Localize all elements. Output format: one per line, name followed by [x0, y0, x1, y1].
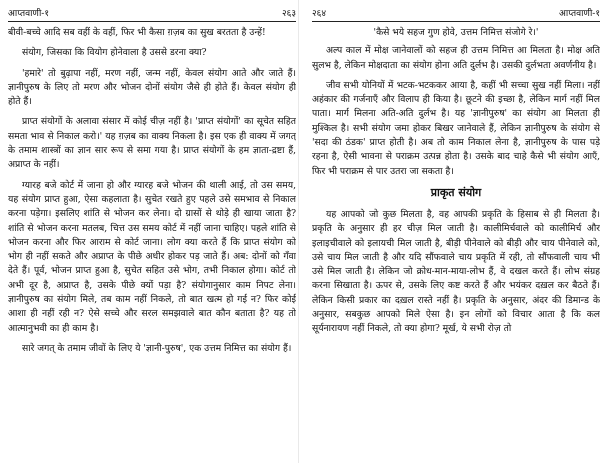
right-header-rule — [312, 21, 600, 22]
left-paragraph: ग्यारह बजे कोर्ट में जाना हो और ग्यारह बजे भोजन की थाली आई, तो उस समय, यह संयोग प्राप्त हुआ, ऐसा कहलाता है। सुचेत रखते हुए पहले उसे समभाव से निकाल करना पड़ेगा। इसलिए शांति से भोजन कर लेना। दो ग्रासों से थोड़े ही खाया जाता है? शांति से भोजन करना मतलब, चित्त उस समय कोर्ट में नहीं जाना चाहिए। पहले शांति से भोजन करना और फिर आराम से कोर्ट जाना। लोग क्या करते हैं कि प्राप्त संयोग को भोग ही नहीं सकते और अप्राप्त के पीछे अधीर होकर पड़ जाते हैं। अब: दोनों को गँवा देते हैं। पूर्व, भोजन प्राप्त हुआ है, सुचेत सहित उसे भोग, तभी निकाल होगा। कोर्ट तो अभी दूर है, अप्राप्त है, उसके पीछे क्यों पड़ा है? संयोगानुसार काम निपट लेना। ज्ञानीपुरुष का संयोग मिले, तब काम नहीं निकले, तो बात खत्म हो गई न? फिर कोई आशा ही नहीं रही न? ऐसे सच्चे और सरल समझवाले बात कौन बताता है? यह तो आत्मानुभवी का ही काम है। — [8, 179, 296, 334]
right-paragraph: अल्प काल में मोक्ष जानेवालों को सहज ही उत्तम निमित्त आ मिलता है। मोक्ष अति सुलभ है, लेकिन मोक्षदाता का संयोग होना अति दुर्लभ है। उसकी दुर्लभता अवर्णनीय है। — [312, 45, 600, 71]
right-page-header — [312, 6, 600, 20]
left-paragraph: बीवी-बच्चे आदि सब वहीं के वहीं, फिर भी कैसा ग़ज़ब का सुख बरतता है उन्हें! — [8, 27, 266, 38]
page-gutter — [298, 0, 299, 463]
verse-quote: 'कैसे भये सहज गुण होवे, उत्तम निमित्त संजोगे रे।' — [373, 27, 539, 38]
right-page-body — [312, 26, 600, 337]
section-title: प्राकृत संयोग — [430, 185, 482, 199]
right-page-number: २६४ — [312, 9, 327, 19]
right-header-title: आप्तवाणी-१ — [559, 9, 600, 19]
right-page — [312, 0, 600, 463]
right-paragraph: जीव सभी योनियों में भटक-भटककर आया है, कहीं भी सच्चा सुख नहीं मिला। नहीं अहंकार की गर्जनाएँ और विलाप ही किया है। छूटने की इच्छा है, लेकिन मार्ग नहीं मिल पाता। मार्ग मिलना अति-अति दुर्लभ है। यह 'ज्ञानीपुरुष' का संयोग आ मिलता ही मुश्किल है। सभी संयोग जमा होकर बिखर जानेवाले हैं, लेकिन ज्ञानीपुरुष के संयोग से 'सदा की ठंडक' प्राप्त होती है। अब तो काम निकाल लेना है, ज्ञानीपुरुष के पास पड़े रहना है, ऐसी भावना से पराक्रम उत्पन्न होता है। उसके बाद चाहे कैसे भी संयोग आएँ, फिर भी पराक्रम से पार उतरा जा सकता है। — [312, 79, 600, 177]
left-paragraph: 'हमारे' तो बुढ़ापा नहीं, मरण नहीं, जन्म नहीं, केवल संयोग आते और जाते हैं। ज्ञानीपुरुष के लिए तो मरण और भोजन दोनों संयोग जैसे ही होते हैं। केवल संयोग ही होते हैं। — [8, 67, 296, 108]
section-paragraph: यह आपको जो कुछ मिलता है, वह आपकी प्रकृति के हिसाब से ही मिलता है। प्रकृति के अनुसार ही हर चीज़ मिल जाती है। कालीमिर्चवाले को कालीमिर्च और इलाइचीवाले को इलायची मिल जाती है, बीड़ी पीनेवाले को बीड़ी और चाय पीनेवाले को, उसे चाय मिल जाती है और यदि सौंफवाले चाय प्रकृति में रही, तो सौंफवाली चाय भी उसे मिल जाती है। लेकिन जो क्रोध-मान-माया-लोभ हैं, वे दखल करते हैं। लोभ संग्रह करना सिखाता है। ऊपर से, उसके लिए कष्ट करते हैं और भयंकर दख़ल कर बैठते हैं। लेकिन किसी प्रकार का दख़ल रास्ते नहीं है। प्रकृति के अनुसार, अंदर की डिमान्ड के अनुसार, सबकुछ आपको मिले ऐसा है। इन लोगों को विचार आता है कि कल सूर्यनारायण नहीं निकले, तो क्या होगा? मूर्ख, ये सभी रोज़ तो — [312, 208, 600, 335]
left-paragraph: संयोग, जिसका कि वियोग होनेवाला है उससे डरना क्या? — [22, 47, 207, 59]
left-page-header — [8, 6, 296, 20]
left-page-number: २६३ — [281, 9, 296, 19]
left-page-body — [8, 26, 296, 356]
left-header-rule — [8, 21, 296, 22]
left-header-title: आप्तवाणी-१ — [8, 9, 49, 19]
left-paragraph: प्राप्त संयोगों के अलावा संसार में कोई चीज़ नहीं है। 'प्राप्त संयोगों' का सूचेत सहित समता भाव से निकाल करो।' यह ग़ज़ब का वाक्य निकला है। इस एक ही वाक्य में जगत् के तमाम शास्त्रों का ज्ञान सार रूप से समा गया है। प्राप्त संयोगों के हम ज्ञाता-द्रष्टा हैं, अप्राप्त के नहीं। — [8, 116, 296, 171]
left-paragraph: सारे जगत् के तमाम जीवों के लिए ये 'ज्ञानी-पुरुष', एक उत्तम निमित्त का संयोग हैं। — [22, 342, 292, 354]
left-page — [8, 0, 296, 463]
